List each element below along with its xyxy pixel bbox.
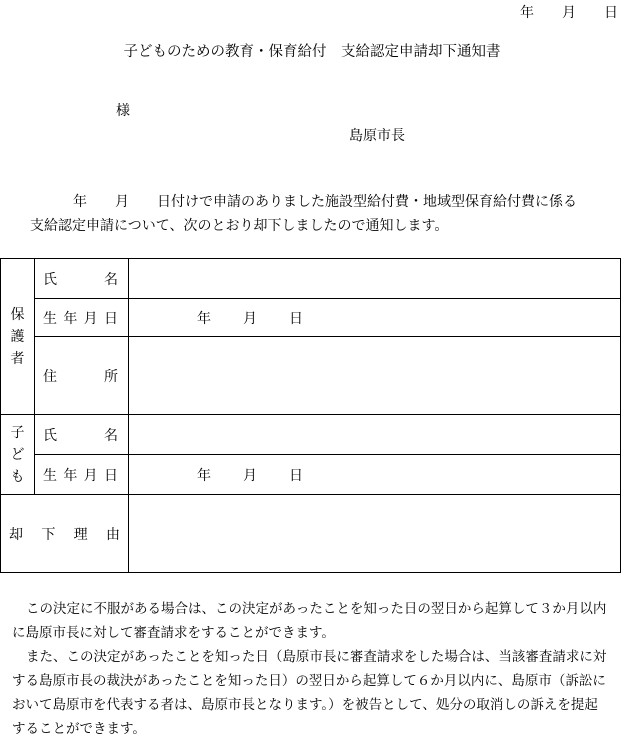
child-name-field[interactable] [129, 415, 621, 455]
header-year: 年 [520, 5, 534, 21]
appeal-note-1: この決定に不服がある場合は、この決定があったことを知った日の翌日から起算して３か月以内 に島原市長に対して審査請求をすることができます。 [12, 601, 607, 641]
addressee-suffix: 様 [116, 103, 130, 119]
child-birthdate-field[interactable]: 年 月 日 [129, 455, 621, 495]
body-line-1: 年 月 日付けで申請のありました施設型給付費・地域型保育給付費に係る [73, 194, 577, 210]
child-birthdate-label: 生 年 月 日 [35, 455, 129, 495]
guardian-birthdate-label: 生 年 月 日 [35, 299, 129, 337]
header-month: 月 [562, 5, 576, 21]
guardian-birthdate-field[interactable]: 年 月 日 [129, 299, 621, 337]
guardian-name-field[interactable] [129, 259, 621, 299]
date-header [520, 2, 618, 22]
child-group-label: 子 ど も [1, 415, 35, 495]
header-day: 日 [604, 5, 618, 21]
child-name-label: 氏 名 [35, 415, 129, 455]
body-paragraph [30, 190, 624, 238]
guardian-name-label: 氏 名 [35, 259, 129, 299]
guardian-address-label: 住 所 [35, 337, 129, 415]
document-title: 子どものための教育・保育給付 支給認定申請却下通知書 [123, 44, 501, 60]
guardian-address-field[interactable] [129, 337, 621, 415]
appeal-notes [12, 597, 624, 741]
rejection-reason-label: 却 下 理 由 [1, 495, 129, 573]
issuer-name: 島原市長 [349, 128, 405, 144]
body-line-2: 支給認定申請について、次のとおり却下しましたので通知します。 [30, 218, 449, 234]
rejection-form-table [0, 258, 621, 573]
rejection-reason-field[interactable] [129, 495, 621, 573]
guardian-group-label: 保 護 者 [1, 259, 35, 415]
appeal-note-2: また、この決定があったことを知った日（島原市長に審査請求をした場合は、当該審査請求に対 する島原市長の裁決があったことを知った日）の翌日から起算して６か月以内に、島原市（訴訟に おいて島原市を代表する者は、島原市長となります。）を被告として、処分の取消しの訴えを提起 することができます。 [12, 649, 607, 737]
